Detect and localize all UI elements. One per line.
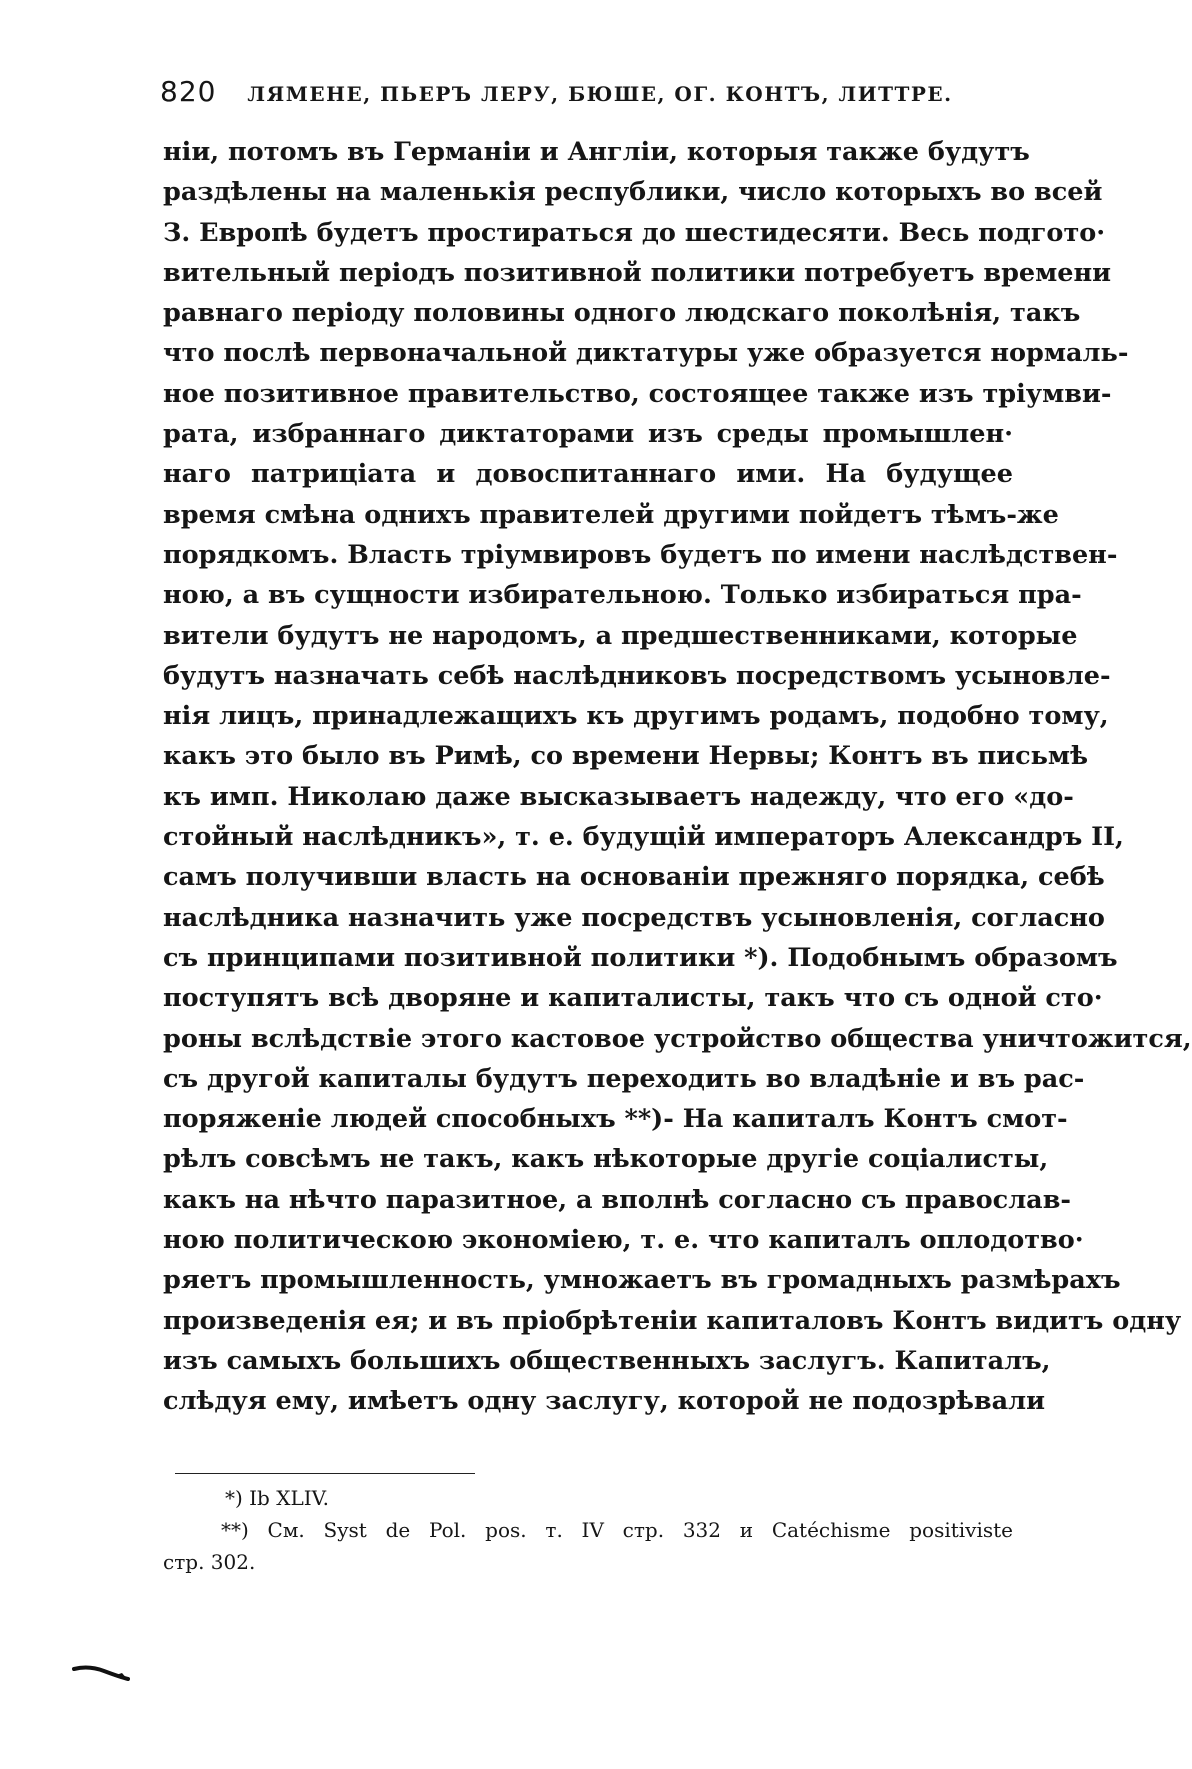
text-line: изъ самыхъ большихъ общественныхъ заслугъ. Капиталъ, — [163, 1345, 1051, 1376]
footnotes — [163, 1482, 1013, 1578]
text-line: рата, избраннаго диктаторами изъ среды промышлен· — [163, 419, 1013, 450]
text-line: раздѣлены на маленькія республики, число которыхъ во всей — [163, 177, 1103, 208]
running-title: ЛЯМЕНЕ, ПЬЕРЪ ЛЕРУ, БЮШЕ, ОГ. КОНТЪ, ЛИТТРЕ. — [247, 82, 953, 106]
footnote-rule — [175, 1473, 475, 1474]
text-line: поряженіе людей способныхъ **)- На капиталъ Контъ смот- — [163, 1104, 1068, 1135]
text-line: нія лицъ, принадлежащихъ къ другимъ родамъ, подобно тому, — [163, 701, 1109, 732]
page-number: 820 — [160, 75, 217, 108]
text-line: равнаго періоду половины одного людскаго поколѣнія, такъ — [163, 298, 1081, 329]
main-text — [163, 132, 1192, 1422]
text-line: наслѣдника назначить уже посредствъ усыновленія, согласно — [163, 902, 1105, 933]
text-line: роны вслѣдствіе этого кастовое устройство общества уничтожится, — [163, 1023, 1192, 1054]
text-line: ною политическою экономіею, т. е. что капиталъ оплодотво· — [163, 1225, 1084, 1256]
text-line: ною, а въ сущности избирательною. Только избираться пра- — [163, 580, 1082, 611]
text-line: къ имп. Николаю даже высказываетъ надежду, что его «до- — [163, 781, 1074, 812]
text-line: какъ это было въ Римѣ, со времени Нервы; Контъ въ письмѣ — [163, 741, 1089, 772]
text-line: какъ на нѣчто паразитное, а вполнѣ согласно съ православ- — [163, 1184, 1072, 1215]
text-line: будутъ назначать себѣ наслѣдниковъ посредствомъ усыновле- — [163, 660, 1111, 691]
page-header — [160, 72, 1020, 112]
text-line: ряетъ промышленность, умножаетъ въ громадныхъ размѣрахъ — [163, 1265, 1121, 1296]
text-line: вительный періодъ позитивной политики потребуетъ времени — [163, 257, 1112, 288]
text-line: З. Европѣ будетъ простираться до шестидесяти. Весь подгото· — [163, 217, 1106, 248]
text-line: наго патриціата и довоспитаннаго ими. На будущее — [163, 459, 1013, 490]
footnote-1: *) Ib XLIV. — [225, 1486, 329, 1510]
text-line: вители будутъ не народомъ, а предшественниками, которые — [163, 620, 1078, 651]
text-line: слѣдуя ему, имѣетъ одну заслугу, которой не подозрѣвали — [163, 1386, 1046, 1417]
text-line: время смѣна однихъ правителей другими пойдетъ тѣмъ-же — [163, 499, 1059, 530]
text-line: ное позитивное правительство, состоящее также изъ тріумви- — [163, 378, 1112, 409]
text-line: съ другой капиталы будутъ переходить во владѣніе и въ рас- — [163, 1063, 1085, 1094]
text-line: что послѣ первоначальной диктатуры уже образуется нормаль- — [163, 338, 1129, 369]
text-line: стойный наслѣдникъ», т. е. будущій императоръ Александръ II, — [163, 822, 1124, 853]
text-line: порядкомъ. Власть тріумвировъ будетъ по имени наслѣдствен- — [163, 539, 1118, 570]
footnote-2-continuation: стр. 302. — [163, 1550, 256, 1574]
ink-mark-icon — [72, 1665, 130, 1681]
text-line: рѣлъ совсѣмъ не такъ, какъ нѣкоторые другіе соціалисты, — [163, 1144, 1049, 1175]
text-line: ніи, потомъ въ Германіи и Англіи, которыя также будутъ — [163, 137, 1030, 167]
text-line: произведенія ея; и въ пріобрѣтеніи капиталовъ Контъ видитъ одну — [163, 1305, 1182, 1336]
text-line: самъ получивши власть на основаніи прежняго порядка, себѣ — [163, 862, 1105, 893]
text-line: поступятъ всѣ дворяне и капиталисты, такъ что съ одной сто· — [163, 983, 1103, 1014]
text-line: съ принципами позитивной политики *). Подобнымъ образомъ — [163, 942, 1118, 973]
footnote-2: **) См. Syst de Pol. pos. т. IV стр. 332 и Catéchisme positiviste — [221, 1518, 1013, 1542]
